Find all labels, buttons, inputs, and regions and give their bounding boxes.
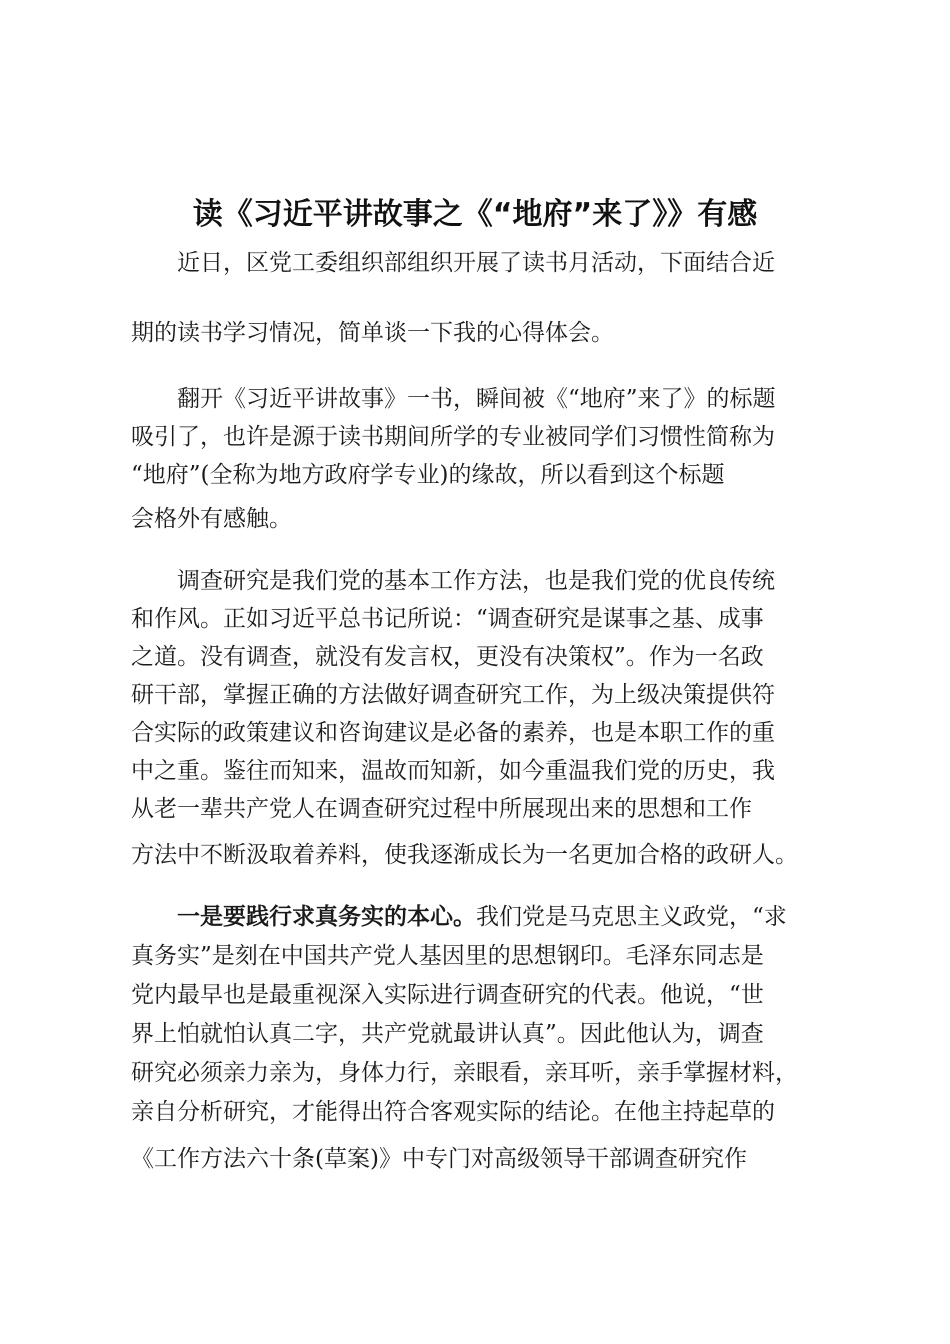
paragraph-line: 之道。没有调查，就没有发言权，更没有决策权”。作为一名政	[131, 644, 764, 670]
paragraph-line: 方法中不断汲取着养料，使我逐渐成长为一名更加合格的政研人。	[131, 842, 798, 868]
paragraph-line: 合实际的政策建议和咨询建议是必备的素养，也是本职工作的重	[131, 720, 775, 746]
paragraph-line: 《工作方法六十条(草案)》中专门对高级领导干部调查研究作	[131, 1146, 747, 1172]
paragraph-line	[131, 898, 829, 937]
paragraph-point-one	[131, 898, 829, 1179]
document-title: 读《习近平讲故事之《“地府”来了》》有感	[192, 197, 758, 232]
paragraph-line: 界上怕就怕认真二字，共产党就最讲认真”。因此他认为，调查	[131, 1021, 764, 1047]
paragraph-line: 研干部，掌握正确的方法做好调查研究工作，为上级决策提供符	[131, 682, 775, 708]
document-body	[131, 240, 829, 1179]
paragraph-line: 期的读书学习情况，简单谈一下我的心得体会。	[131, 320, 614, 346]
paragraph-line: 真务实”是刻在中国共产党人基因里的思想钢印。毛泽东同志是	[131, 943, 764, 969]
paragraph-line: 中之重。鉴往而知来，温故而知新，如今重温我们党的历史，我	[131, 758, 775, 784]
paragraph-line: 会格外有感触。	[131, 506, 292, 532]
paragraph-line: 亲自分析研究，才能得出符合客观实际的结论。在他主持起草的	[131, 1099, 775, 1125]
point-one-heading: 一是要践行求真务实的本心。	[177, 904, 476, 930]
point-one-first-line: 我们党是马克思主义政党，“求	[476, 904, 787, 930]
paragraph-line: 从老一辈共产党人在调查研究过程中所展现出来的思想和工作	[131, 796, 752, 822]
paragraph-line: 翻开《习近平讲故事》一书，瞬间被《“地府”来了》的标题	[177, 386, 776, 412]
paragraph-line: “地府”(全称为地方政府学专业)的缘故，所以看到这个标题	[131, 462, 725, 488]
paragraph-line: 吸引了，也许是源于读书期间所学的专业被同学们习惯性简称为	[131, 424, 775, 450]
paragraph-line: 党内最早也是最重视深入实际进行调查研究的代表。他说，“世	[131, 982, 764, 1008]
paragraph-book	[131, 380, 829, 538]
paragraph-line: 和作风。正如习近平总书记所说：“调查研究是谋事之基、成事	[131, 606, 764, 632]
paragraph-line: 近日，区党工委组织部组织开展了读书月活动，下面结合近	[177, 250, 775, 276]
paragraph-intro	[131, 240, 829, 356]
paragraph-line: 研究必须亲力亲为，身体力行，亲眼看，亲耳听，亲手掌握材料，	[131, 1060, 798, 1086]
paragraph-research	[131, 562, 829, 874]
paragraph-line: 调查研究是我们党的基本工作方法，也是我们党的优良传统	[177, 568, 775, 594]
